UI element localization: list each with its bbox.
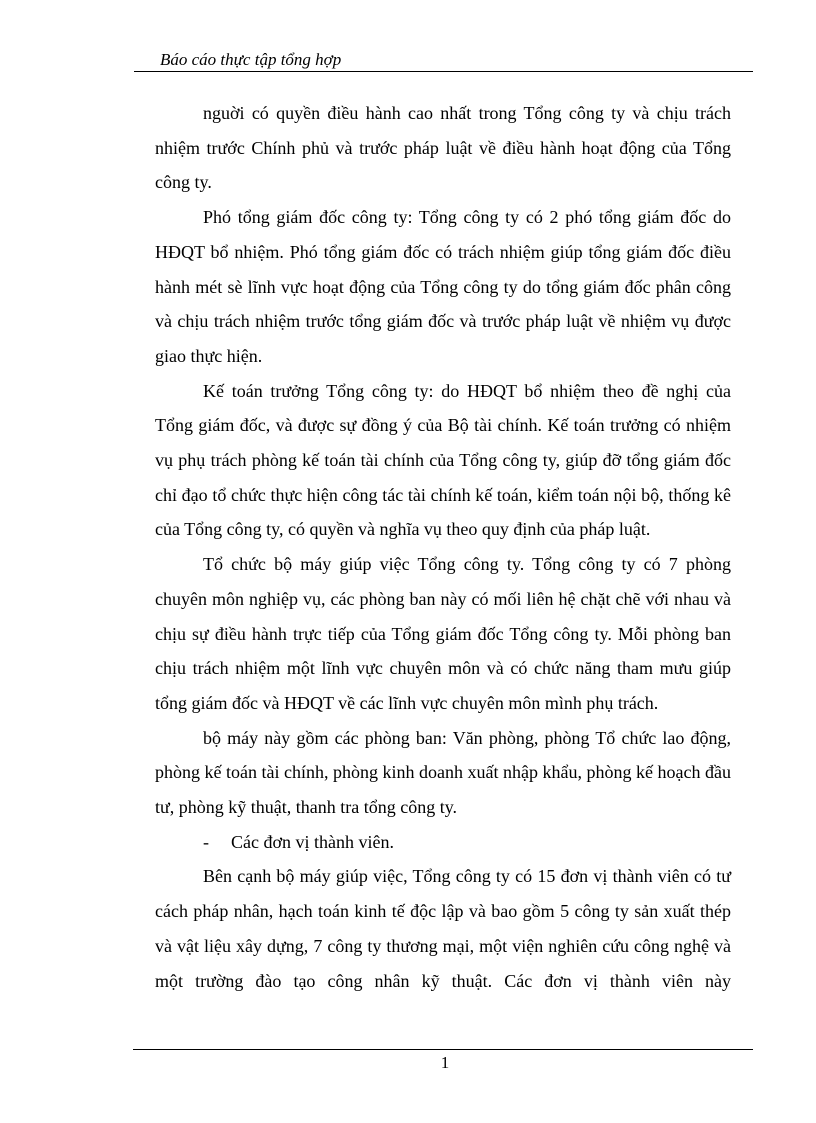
- page-header: [134, 49, 753, 72]
- paragraph-6: Bên cạnh bộ máy giúp việc, Tổng công ty có 15 đơn vị thành viên có tư cách pháp nhân, hạch toán kinh tế độc lập và bao gồm 5 công ty sản xuất thép và vật liệu xây dựng, 7 công ty thương mại, một viện nghiên cứu công nghệ và một trường đào tạo công nhân kỹ thuật. Các đơn vị thành viên này: [155, 866, 731, 991]
- page-number: 1: [440, 1053, 450, 1072]
- bullet-marker: -: [203, 831, 209, 852]
- footer-divider: [133, 1049, 753, 1050]
- bullet-text: Các đơn vị thành viên.: [231, 831, 394, 852]
- bullet-item: [155, 825, 731, 860]
- header-title: Báo cáo thực tập tổng hợp: [160, 50, 342, 69]
- paragraph-2: Phó tổng giám đốc công ty: Tổng công ty có 2 phó tổng giám đốc do HĐQT bổ nhiệm. Phó tổng giám đốc có trách nhiệm giúp tổng giám đốc điều hành mét sè lĩnh vực hoạt động của Tổng công ty do tổng giám đốc phân công và chịu trách nhiệm trước tổng giám đốc và trước pháp luật về nhiệm vụ được giao thực hiện.: [155, 207, 731, 366]
- paragraph-4: Tổ chức bộ máy giúp việc Tổng công ty. Tổng công ty có 7 phòng chuyên môn nghiệp vụ, các phòng ban này có mối liên hệ chặt chẽ với nhau và chịu sự điều hành trực tiếp của Tổng giám đốc Tổng công ty. Mỗi phòng ban chịu trách nhiệm một lĩnh vực chuyên môn và có chức năng tham mưu giúp tổng giám đốc và HĐQT về các lĩnh vực chuyên môn mình phụ trách.: [155, 554, 731, 713]
- paragraph-1: nguời có quyền điều hành cao nhất trong Tổng công ty và chịu trách nhiệm trước Chính phủ và trước pháp luật về điều hành hoạt động của Tổng công ty.: [155, 103, 731, 193]
- paragraph-5: bộ máy này gồm các phòng ban: Văn phòng, phòng Tổ chức lao động, phòng kế toán tài chính, phòng kinh doanh xuất nhập khẩu, phòng kế hoạch đầu tư, phòng kỹ thuật, thanh tra tổng công ty.: [155, 727, 731, 818]
- document-body: [155, 96, 731, 998]
- paragraph-3: Kế toán trưởng Tổng công ty: do HĐQT bổ nhiệm theo đề nghị của Tổng giám đốc, và được sự đồng ý của Bộ tài chính. Kế toán trưởng có nhiệm vụ phụ trách phòng kế toán tài chính của Tổng công ty, giúp đỡ tổng giám đốc chỉ đạo tổ chức thực hiện công tác tài chính kế toán, kiểm toán nội bộ, thống kê của Tổng công ty, có quyền và nghĩa vụ theo quy định của pháp luật.: [155, 380, 731, 540]
